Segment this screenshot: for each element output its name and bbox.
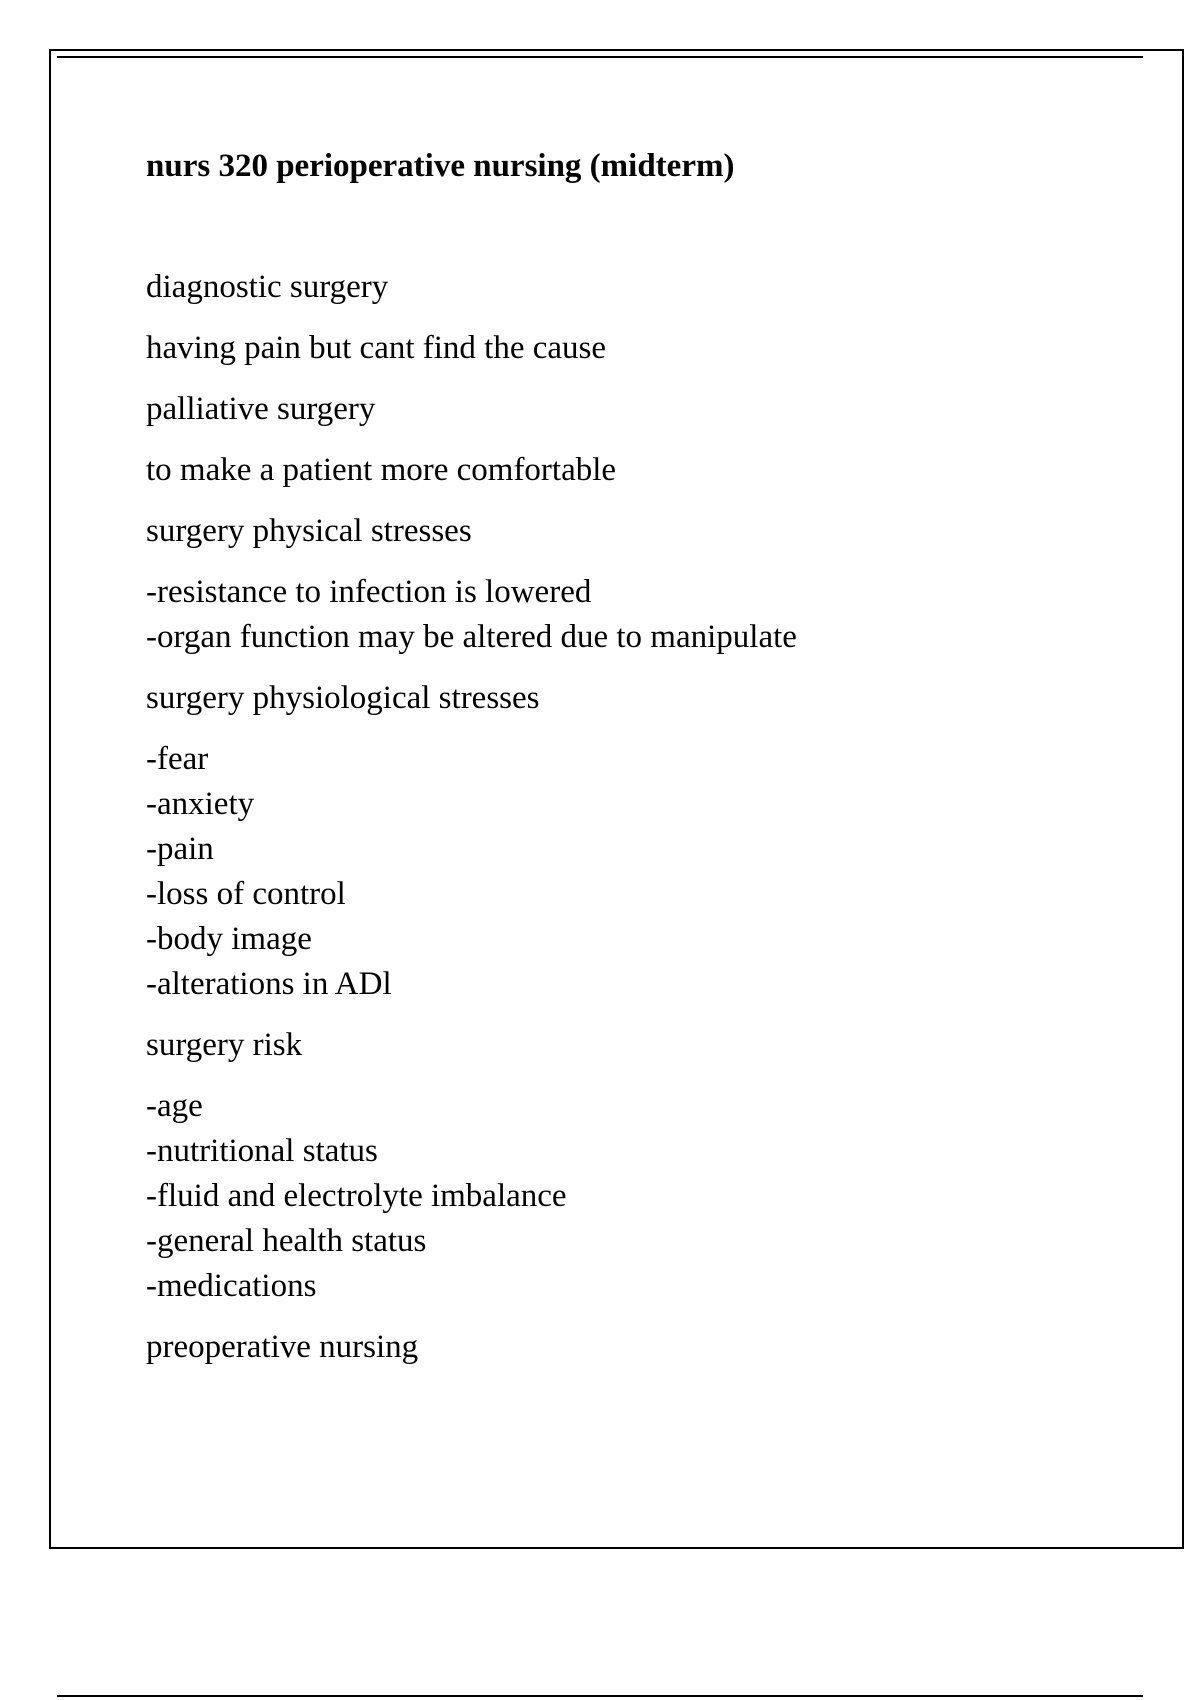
term: preoperative nursing [146,1329,419,1365]
document-content [146,145,1146,1386]
definition-line: -fluid and electrolyte imbalance [146,1178,567,1214]
definition-line: to make a patient more comfortable [146,452,617,488]
term: palliative surgery [146,391,376,427]
definition-line: -general health status [146,1223,427,1259]
definition [146,737,1146,1007]
definition-line: -loss of control [146,876,346,912]
term: surgery physical stresses [146,513,472,549]
definition-line: having pain but cant find the cause [146,330,607,366]
top-rule [57,56,1143,58]
definition-line: -age [146,1088,203,1124]
term: diagnostic surgery [146,269,389,305]
definition [146,448,1146,493]
document-title: nurs 320 perioperative nursing (midterm) [146,148,735,184]
definition [146,326,1146,371]
definition-line: -nutritional status [146,1133,378,1169]
definition-line: -fear [146,741,209,777]
definition [146,1084,1146,1309]
definition-line: -medications [146,1268,317,1304]
bottom-rule [57,1695,1143,1697]
definition-line: -pain [146,831,214,867]
definition [146,570,1146,660]
definition-line: -resistance to infection is lowered [146,574,592,610]
definition-line: -anxiety [146,786,255,822]
term: surgery physiological stresses [146,680,540,716]
definition-line: -body image [146,921,312,957]
definition-line: -organ function may be altered due to manipulate [146,619,797,655]
definition-line: -alterations in ADl [146,966,392,1002]
term: surgery risk [146,1027,303,1063]
